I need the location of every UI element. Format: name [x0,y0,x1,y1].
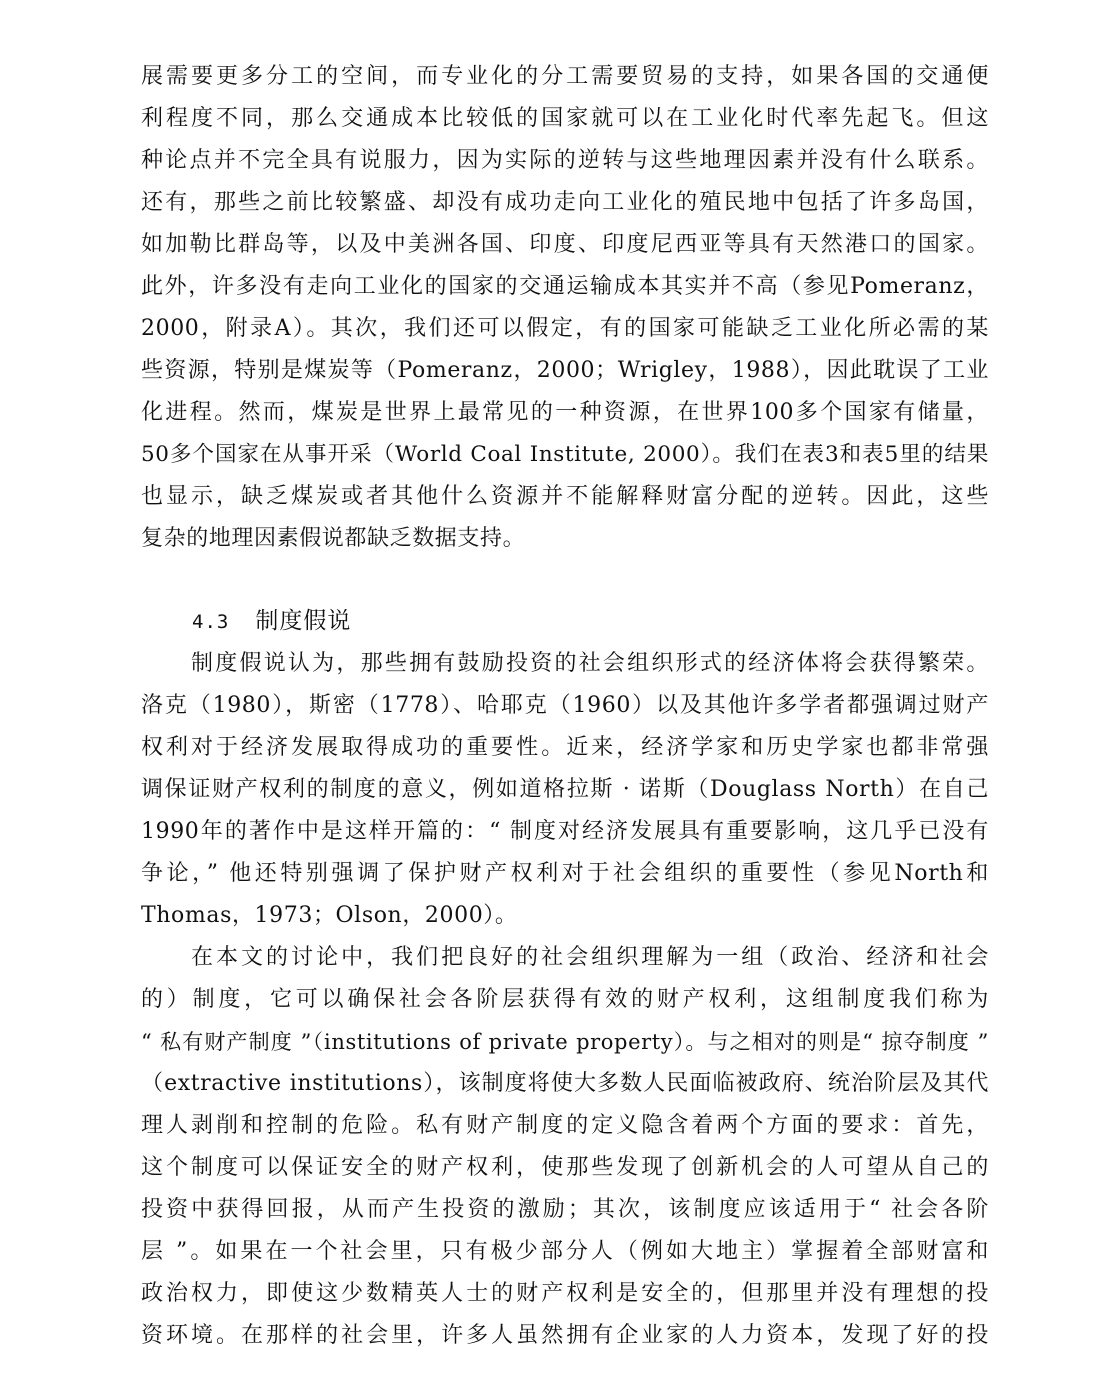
text-line: 利程度不同，那么交通成本比较低的国家就可以在工业化时代率先起飞。但这 [141,106,989,131]
text-line: 权利对于经济发展取得成功的重要性。近来，经济学家和历史学家也都非常强 [141,735,989,760]
text-line: 此外，许多没有走向工业化的国家的交通运输成本其实并不高（参见Pomeranz， [141,274,989,299]
text-line: 洛克（1980），斯密（1778）、哈耶克（1960）以及其他许多学者都强调过财产 [141,693,989,718]
text-line: 层 ”。如果在一个社会里，只有极少部分人（例如大地主）掌握着全部财富和 [141,1239,989,1264]
text-line: 还有，那些之前比较繁盛、却没有成功走向工业化的殖民地中包括了许多岛国， [141,190,989,215]
text-line: 展需要更多分工的空间，而专业化的分工需要贸易的支持，如果各国的交通便 [141,64,989,89]
text-line: 50多个国家在从事开采（World Coal Institute, 2000）。我们在表3和表5里的结果 [141,442,989,467]
text-line: 政治权力，即使这少数精英人士的财产权利是安全的，但那里并没有理想的投 [141,1281,989,1306]
text-line: 些资源，特别是煤炭等（Pomeranz，2000；Wrigley，1988），因此耽误了工业 [141,358,989,383]
text-line: 1990年的著作中是这样开篇的：“ 制度对经济发展具有重要影响，这几乎已没有 [141,819,989,844]
text-line: 资环境。在那样的社会里，许多人虽然拥有企业家的人力资本，发现了好的投 [141,1323,989,1348]
text-line: 争论，” 他还特别强调了保护财产权利对于社会组织的重要性（参见North和 [141,861,989,886]
paragraph-institutions-hypothesis [141,643,989,937]
text-line: “ 私有财产制度 ”（institutions of private property）。与之相对的则是“ 掠夺制度 ” [141,1030,989,1054]
text-line: 也显示，缺乏煤炭或者其他什么资源并不能解释财富分配的逆转。因此，这些 [141,484,989,509]
text-line: 化进程。然而，煤炭是世界上最常见的一种资源，在世界100多个国家有储量， [141,400,989,425]
section-title: 制度假说 [255,608,352,634]
text-line: 的）制度，它可以确保社会各阶层获得有效的财产权利，这组制度我们称为 [141,987,989,1012]
section-heading [192,600,351,642]
text-line: 投资中获得回报，从而产生投资的激励；其次，该制度应该适用于“ 社会各阶 [141,1197,989,1222]
text-line: 在本文的讨论中，我们把良好的社会组织理解为一组（政治、经济和社会 [191,945,989,970]
text-line: 这个制度可以保证安全的财产权利，使那些发现了创新机会的人可望从自己的 [141,1155,989,1180]
text-line: 种论点并不完全具有说服力，因为实际的逆转与这些地理因素并没有什么联系。 [141,148,989,173]
paragraph-private-property [141,937,989,1357]
text-line: 2000，附录A）。其次，我们还可以假定，有的国家可能缺乏工业化所必需的某 [141,316,989,341]
text-line: Thomas，1973；Olson，2000）。 [141,903,518,928]
text-line: 理人剥削和控制的危险。私有财产制度的定义隐含着两个方面的要求：首先， [141,1113,989,1138]
text-line: 制度假说认为，那些拥有鼓励投资的社会组织形式的经济体将会获得繁荣。 [191,651,989,676]
text-line: 复杂的地理因素假说都缺乏数据支持。 [141,526,526,551]
text-line: 如加勒比群岛等，以及中美洲各国、印度、印度尼西亚等具有天然港口的国家。 [141,232,989,257]
paragraph-geography-critique [141,56,989,560]
section-number: 4.3 [192,611,230,633]
text-line: 调保证财产权利的制度的意义，例如道格拉斯 · 诺斯（Douglass North）在自己 [141,777,989,802]
text-line: （extractive institutions），该制度将使大多数人民面临被政府、统治阶层及其代 [141,1071,989,1096]
